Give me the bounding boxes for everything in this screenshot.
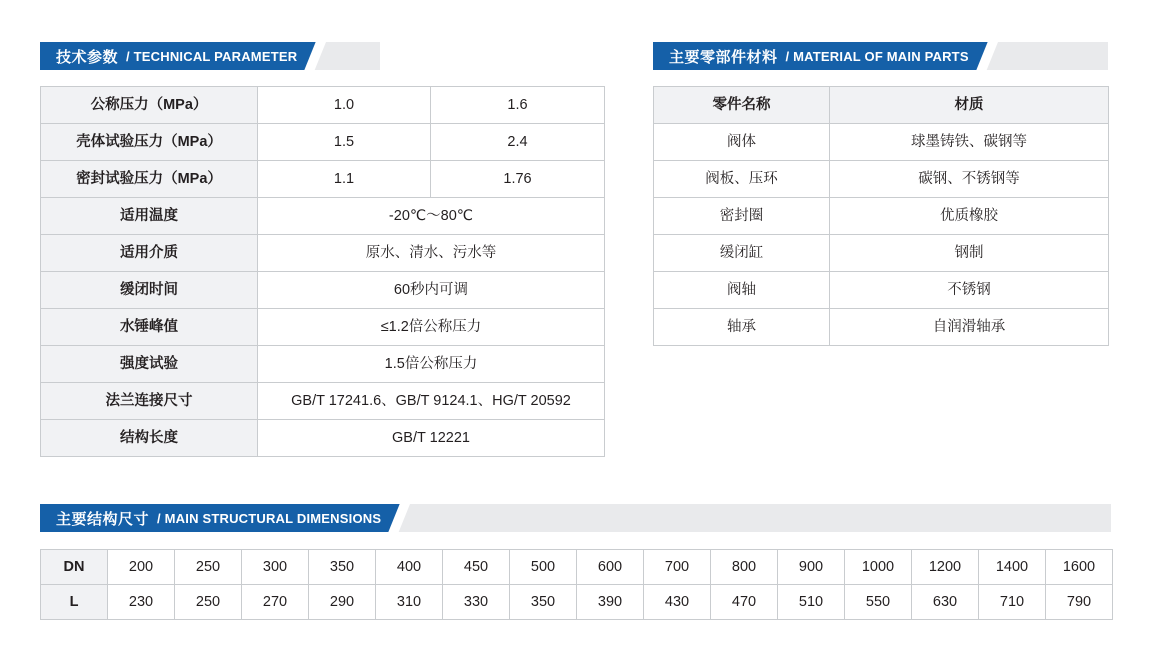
row-value: 1.76 <box>431 161 605 198</box>
row-value: 1.5倍公称压力 <box>258 346 605 383</box>
row-header-dn: DN <box>41 550 108 585</box>
part-name: 阀轴 <box>654 272 830 309</box>
section-title-cn: 技术参数 <box>56 48 119 66</box>
table-row <box>654 309 1109 346</box>
part-name: 阀板、压环 <box>654 161 830 198</box>
part-name: 轴承 <box>654 309 830 346</box>
table-row <box>41 124 605 161</box>
row-value: 1.1 <box>258 161 431 198</box>
section-title-en: / MAIN STRUCTURAL DIMENSIONS <box>157 510 382 526</box>
row-label: 壳体试验压力（MPa） <box>41 124 258 161</box>
row-value: 1.6 <box>431 87 605 124</box>
part-material: 不锈钢 <box>830 272 1109 309</box>
row-label: 水锤峰值 <box>41 309 258 346</box>
row-value: 2.4 <box>431 124 605 161</box>
l-value: 350 <box>510 585 577 620</box>
l-value: 230 <box>108 585 175 620</box>
table-row <box>41 272 605 309</box>
table-row <box>41 235 605 272</box>
row-value: 1.0 <box>258 87 431 124</box>
part-material: 碳钢、不锈钢等 <box>830 161 1109 198</box>
row-value: 1.5 <box>258 124 431 161</box>
l-value: 290 <box>309 585 376 620</box>
l-value: 270 <box>242 585 309 620</box>
l-value: 250 <box>175 585 242 620</box>
part-material: 球墨铸铁、碳钢等 <box>830 124 1109 161</box>
technical-parameter-banner <box>40 42 380 70</box>
dn-value: 350 <box>309 550 376 585</box>
dn-value: 1600 <box>1046 550 1113 585</box>
material-of-main-parts-section <box>653 42 1108 346</box>
table-row <box>654 235 1109 272</box>
main-structural-dimensions-section <box>40 504 1111 620</box>
dn-value: 250 <box>175 550 242 585</box>
section-title-en: / TECHNICAL PARAMETER <box>126 48 298 64</box>
dn-value: 300 <box>242 550 309 585</box>
l-value: 430 <box>644 585 711 620</box>
l-value: 710 <box>979 585 1046 620</box>
row-value: 原水、清水、污水等 <box>258 235 605 272</box>
section-title-cn: 主要结构尺寸 <box>56 510 150 528</box>
dn-value: 1400 <box>979 550 1046 585</box>
material-table <box>653 86 1109 346</box>
dn-value: 900 <box>778 550 845 585</box>
column-header: 零件名称 <box>654 87 830 124</box>
table-row <box>41 87 605 124</box>
row-value: GB/T 12221 <box>258 420 605 457</box>
row-value: GB/T 17241.6、GB/T 9124.1、HG/T 20592 <box>258 383 605 420</box>
l-value: 790 <box>1046 585 1113 620</box>
banner-label-group <box>40 42 297 70</box>
dimensions-banner <box>40 504 1111 532</box>
row-label: 结构长度 <box>41 420 258 457</box>
table-row <box>41 161 605 198</box>
dn-value: 1200 <box>912 550 979 585</box>
dimensions-table <box>40 549 1113 620</box>
table-row <box>41 550 1113 585</box>
technical-parameter-table <box>40 86 605 457</box>
row-label: 强度试验 <box>41 346 258 383</box>
table-row <box>41 309 605 346</box>
l-value: 630 <box>912 585 979 620</box>
material-banner <box>653 42 1108 70</box>
row-label: 适用介质 <box>41 235 258 272</box>
dn-value: 600 <box>577 550 644 585</box>
l-value: 330 <box>443 585 510 620</box>
table-row <box>654 272 1109 309</box>
table-row <box>41 420 605 457</box>
row-label: 缓闭时间 <box>41 272 258 309</box>
table-row <box>41 383 605 420</box>
dn-value: 500 <box>510 550 577 585</box>
banner-tail-decoration <box>304 42 380 70</box>
column-header: 材质 <box>830 87 1109 124</box>
row-label: 法兰连接尺寸 <box>41 383 258 420</box>
table-row <box>41 346 605 383</box>
table-row <box>654 198 1109 235</box>
table-row <box>41 198 605 235</box>
l-value: 310 <box>376 585 443 620</box>
l-value: 550 <box>845 585 912 620</box>
row-label: 密封试验压力（MPa） <box>41 161 258 198</box>
row-value: -20℃～80℃ <box>258 198 605 235</box>
part-name: 密封圈 <box>654 198 830 235</box>
dn-value: 200 <box>108 550 175 585</box>
row-value: ≤1.2倍公称压力 <box>258 309 605 346</box>
l-value: 510 <box>778 585 845 620</box>
section-title-cn: 主要零部件材料 <box>669 48 778 66</box>
dn-value: 1000 <box>845 550 912 585</box>
row-header-l: L <box>41 585 108 620</box>
table-header-row <box>654 87 1109 124</box>
row-value: 60秒内可调 <box>258 272 605 309</box>
dn-value: 400 <box>376 550 443 585</box>
dn-value: 800 <box>711 550 778 585</box>
l-value: 390 <box>577 585 644 620</box>
table-row <box>41 585 1113 620</box>
part-material: 优质橡胶 <box>830 198 1109 235</box>
l-value: 470 <box>711 585 778 620</box>
banner-tail-decoration <box>976 42 1108 70</box>
table-row <box>654 124 1109 161</box>
dn-value: 450 <box>443 550 510 585</box>
section-title-en: / MATERIAL OF MAIN PARTS <box>785 48 969 64</box>
part-material: 钢制 <box>830 235 1109 272</box>
table-row <box>654 161 1109 198</box>
part-name: 阀体 <box>654 124 830 161</box>
banner-label-group <box>653 42 969 70</box>
dn-value: 700 <box>644 550 711 585</box>
banner-label-group <box>40 504 381 532</box>
part-name: 缓闭缸 <box>654 235 830 272</box>
row-label: 适用温度 <box>41 198 258 235</box>
technical-parameter-section <box>40 42 604 457</box>
part-material: 自润滑轴承 <box>830 309 1109 346</box>
row-label: 公称压力（MPa） <box>41 87 258 124</box>
banner-tail-decoration <box>388 504 1111 532</box>
